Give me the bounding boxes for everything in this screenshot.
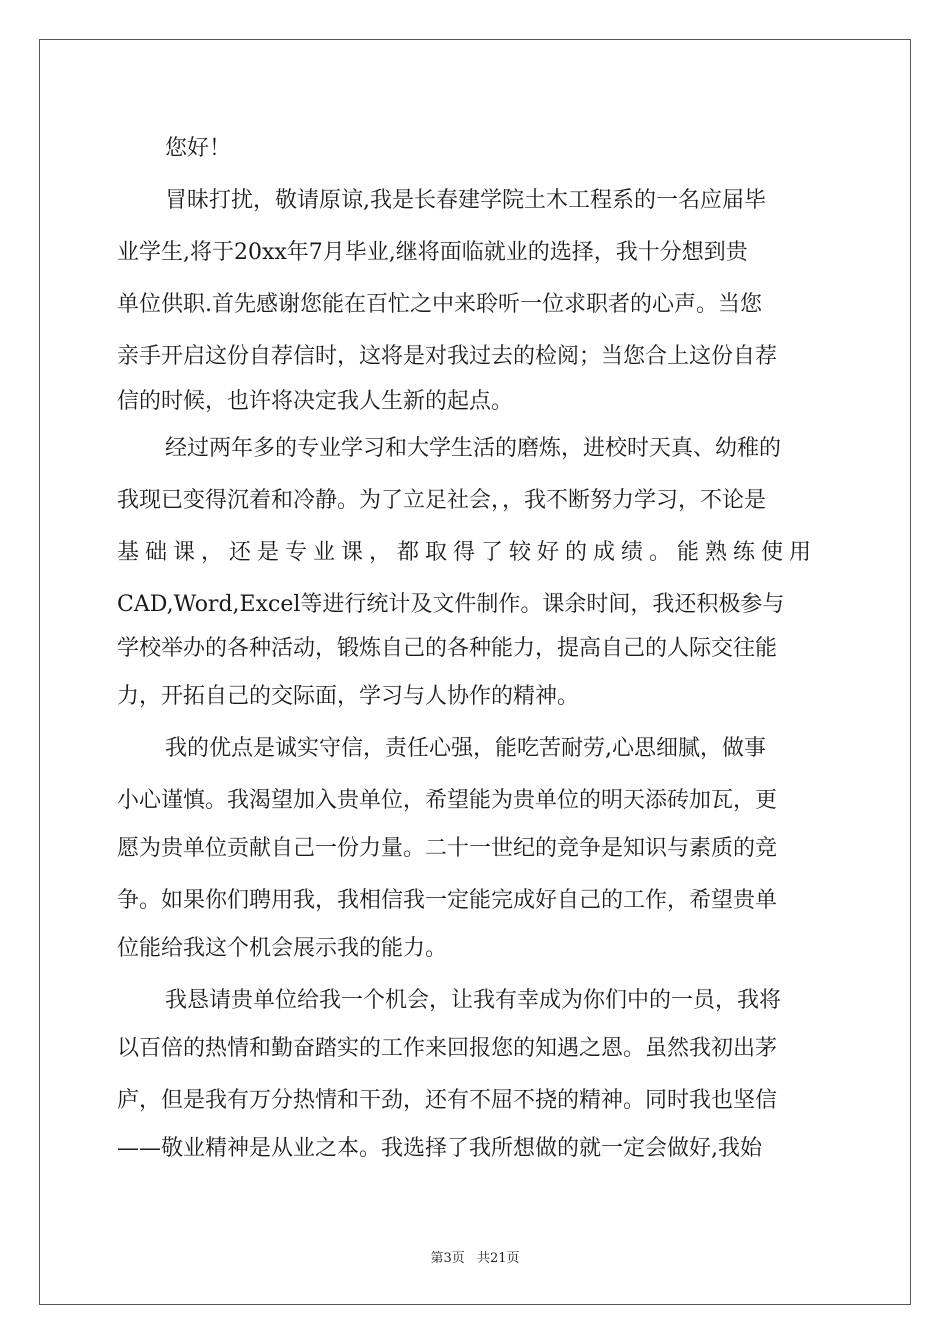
text-line: 愿为贵单位贡献自己一份力量。二十一世纪的竞争是知识与素质的竞 [117,836,778,861]
text-line: 小心谨慎。我渴望加入贵单位，希望能为贵单位的明天添砖加瓦，更 [117,788,778,813]
text-line: 争。如果你们聘用我，我相信我一定能完成好自己的工作，希望贵单 [117,888,778,913]
text-line: 我的优点是诚实守信，责任心强，能吃苦耐劳,心思细腻，做事 [165,736,766,761]
text-line: 您好！ [165,136,232,161]
text-line: 亲手开启这份自荐信时，这将是对我过去的检阅；当您合上这份自荐 [117,344,778,369]
text-line: 信的时候，也许将决定我人生新的起点。 [117,389,514,414]
text-line: 力，开拓自己的交际面，学习与人协作的精神。 [117,684,580,709]
text-line: ——敬业精神是从业之本。我选择了我所想做的就一定会做好,我始 [117,1136,762,1161]
text-line: 位能给我这个机会展示我的能力。 [117,936,448,961]
page-total: 共21页 [476,1251,520,1266]
text-line: 经过两年多的专业学习和大学生活的磨炼，进校时天真、幼稚的 [165,436,782,461]
text-line: CAD,Word,Excel等进行统计及文件制作。课余时间，我还积极参与 [117,592,785,617]
text-line: 单位供职.首先感谢您能在百忙之中来聆听一位求职者的心声。当您 [117,292,762,317]
text-line: 业学生,将于20xx年7月毕业,继将面临就业的选择，我十分想到贵 [117,240,748,265]
page-footer [0,1247,950,1266]
text-line: 我恳请贵单位给我一个机会，让我有幸成为你们中的一员，我将 [165,988,782,1013]
page-number: 第3页 [430,1251,465,1266]
text-line: 基础课，还是专业课，都取得了较好的成绩。能熟练使用 [117,540,818,565]
text-line: 冒昧打扰，敬请原谅,我是长春建学院土木工程系的一名应届毕 [165,188,766,213]
text-line: 庐，但是我有万分热情和干劲，还有不屈不挠的精神。同时我也坚信 [117,1088,778,1113]
text-line: 我现已变得沉着和冷静。为了立足社会，，我不断努力学习，不论是 [117,488,767,513]
text-line: 学校举办的各种活动，锻炼自己的各种能力，提高自己的人际交往能 [117,636,778,661]
text-line: 以百倍的热情和勤奋踏实的工作来回报您的知遇之恩。虽然我初出茅 [117,1036,778,1061]
